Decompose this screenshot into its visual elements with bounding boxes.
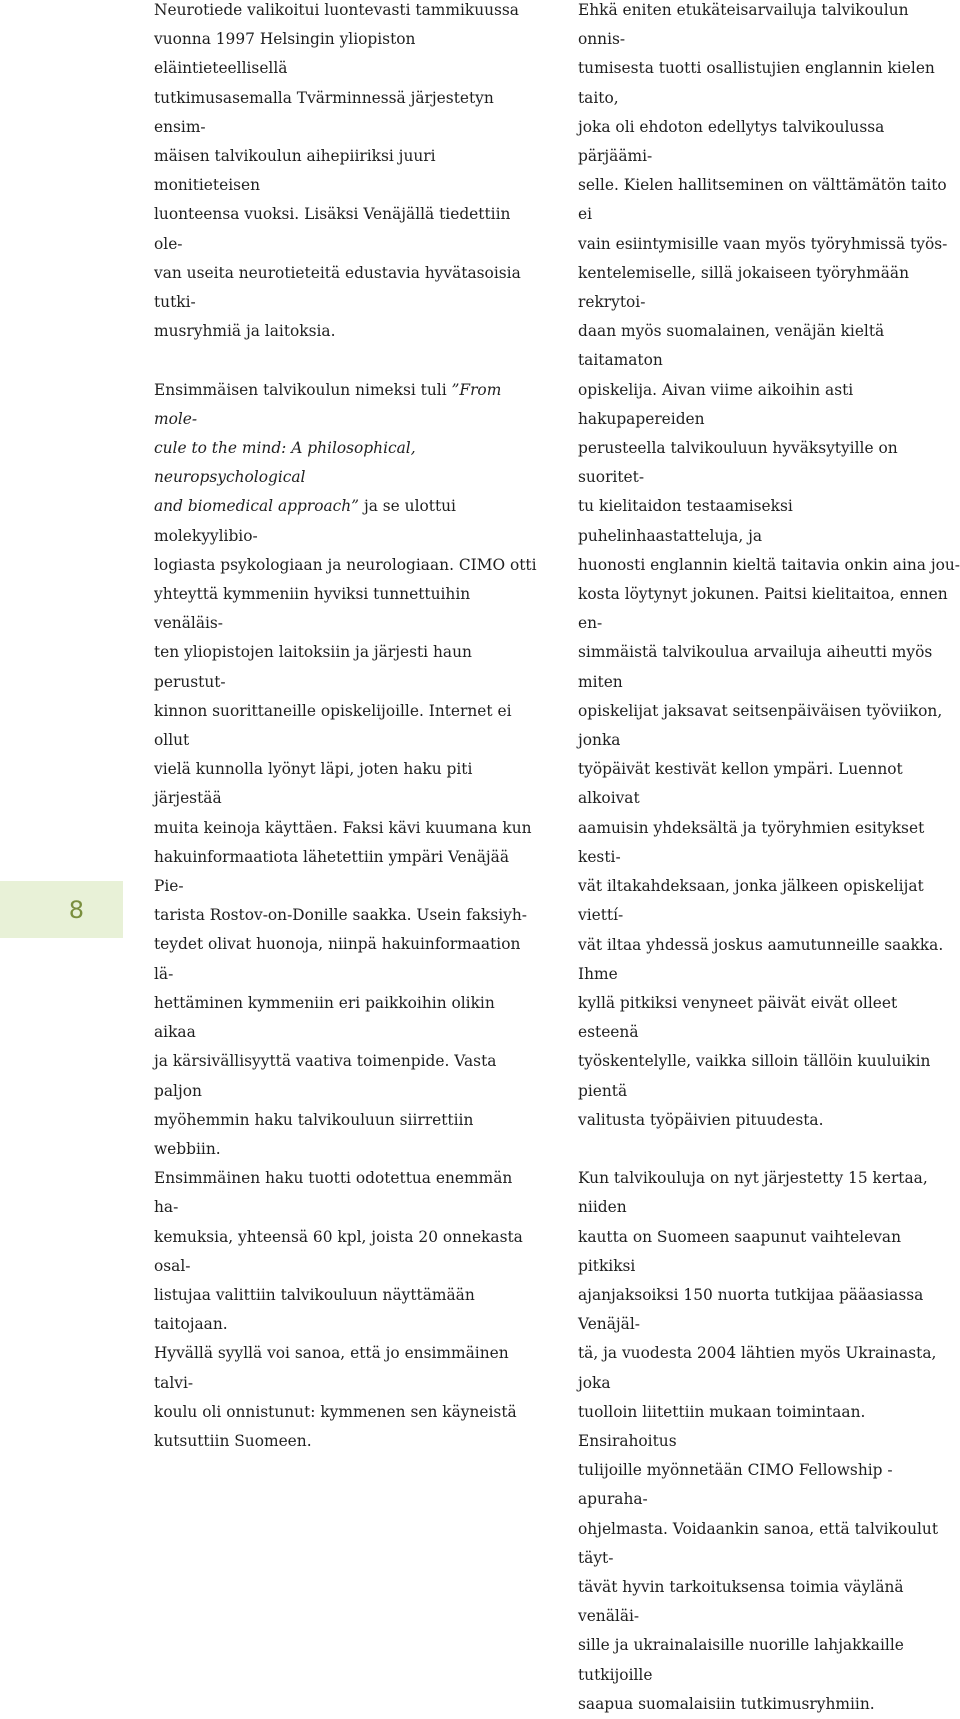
line: Hyvällä syyllä voi sanoa, että jo ensimmäinen talvi- (154, 1344, 509, 1392)
line (154, 434, 540, 492)
text-line: ohjelmasta. Voidaankin sanoa, että talvikoulut täyt- (578, 1519, 939, 1567)
text-line: kautta on Suomeen saapunut vaihtelevan pitkiksi (578, 1227, 901, 1275)
line: teydet olivat huonoja, niinpä hakuinformaation lä- (154, 935, 521, 983)
text-line: ajanjaksoiksi 150 nuorta tutkijaa pääasiassa Venäjäl- (578, 1285, 924, 1334)
page-number: 8 (68, 895, 84, 924)
text-line: tutkimusasemalla Tvärminnessä järjestetyn ensim- (154, 88, 494, 136)
text-line: sille ja ukrainalaisille nuorille lahjakkaille tutkijoille (578, 1636, 904, 1684)
line: vielä kunnolla lyönyt läpi, joten haku piti järjestää (154, 760, 473, 808)
paragraph-intro (154, 0, 540, 346)
line: hakuinformaatiota lähetettiin ympäri Venäjää Pie- (154, 847, 509, 896)
text-line: Kun talvikouluja on nyt järjestetty 15 kertaa, niiden (578, 1169, 928, 1217)
text-line: opiskelijat jaksavat seitsenpäiväisen työviikon, jonka (578, 701, 943, 750)
text-line: Neurotiede valikoitui luontevasti tammikuussa (154, 1, 519, 19)
left-column (154, 0, 540, 1456)
text-line: selle. Kielen hallitseminen on välttämätön taito ei (578, 176, 947, 224)
line: kinnon suorittaneille opiskelijoille. Internet ei ollut (154, 701, 512, 750)
text-line: daan myös suomalainen, venäjän kieltä taitamaton (578, 322, 885, 370)
text-line: tuolloin liitettiin mukaan toimintaan. Ensirahoitus (578, 1402, 866, 1450)
line: Ensimmäinen haku tuotti odotettua enemmän ha- (154, 1169, 513, 1217)
text-line: tä, ja vuodesta 2004 lähtien myös Ukrainasta, joka (578, 1344, 937, 1392)
line: ten yliopistojen laitoksiin ja järjesti haun perustut- (154, 643, 472, 691)
text-line: van useita neurotieteitä edustavia hyvätasoisia tutki- (154, 263, 521, 312)
text-line: luonteensa vuoksi. Lisäksi Venäjällä tiedettiin ole- (154, 205, 511, 253)
line: kutsuttiin Suomeen. (154, 1431, 312, 1450)
paragraph-gap (578, 1135, 960, 1164)
text-line: joka oli ehdoton edellytys talvikoulussa pärjäämi- (578, 117, 885, 166)
text-line: työpäivät kestivät kellon ympäri. Luennot alkoivat (578, 760, 903, 808)
line: listujaa valittiin talvikouluun näyttämään taitojaan. (154, 1285, 475, 1334)
text-line: simmäistä talvikoulua arvailuja aiheutti myös miten (578, 643, 933, 691)
text-line: vät iltakahdeksaan, jonka jälkeen opiskelijat viettí- (578, 877, 924, 925)
text-line: kosta löytynyt jokunen. Paitsi kielitaitoa, ennen en- (578, 585, 948, 633)
text-line: vain esiintymisille vaan myös työryhmissä työs- (578, 234, 948, 253)
text-line: huonosti englannin kieltä taitavia onkin aina jou- (578, 555, 960, 574)
paragraph-first-winter-school (154, 376, 540, 1457)
line: and biomedical approach” ja se ulottui molekyylibio- (154, 497, 456, 545)
text-line: musryhmiä ja laitoksia. (154, 322, 336, 341)
title-italic-2: cule to the mind: A philosophical, neuropsychological (154, 439, 416, 487)
text-line: opiskelija. Aivan viime aikoihin asti hakupapereiden (578, 380, 854, 428)
text-line: mäisen talvikoulun aihepiiriksi juuri monitieteisen (154, 147, 436, 195)
text-line: tumisesta tuotti osallistujien englannin kielen taito, (578, 59, 935, 107)
text-line: kyllä pitkiksi venyneet päivät eivät olleet esteenä (578, 993, 898, 1042)
text-line: vuonna 1997 Helsingin yliopiston eläintieteellisellä (154, 30, 416, 78)
text-line: vät iltaa yhdessä joskus aamutunneille saakka. Ihme (578, 935, 944, 983)
text-line: perusteella talvikouluun hyväksytyille on suoritet- (578, 439, 898, 487)
line: logiasta psykologiaan ja neurologiaan. CIMO otti (154, 555, 537, 574)
title-italic-3: and biomedical approach” (154, 497, 360, 516)
line: hettäminen kymmeniin eri paikkoihin olikin aikaa (154, 993, 495, 1042)
text-line: aamuisin yhdeksältä ja työryhmien esitykset kesti- (578, 818, 925, 866)
line: koulu oli onnistunut: kymmenen sen käyneistä (154, 1402, 517, 1421)
text-line: työskentelylle, vaikka silloin tällöin kuuluikin pientä (578, 1052, 931, 1100)
text-line: tulijoille myönnetään CIMO Fellowship -apuraha- (578, 1461, 893, 1509)
line: muita keinoja käyttäen. Faksi kävi kuumana kun (154, 818, 532, 837)
paragraph-language-skills (578, 0, 960, 1135)
right-column (578, 0, 960, 1719)
text-line: kentelemiselle, sillä jokaiseen työryhmään rekrytoi- (578, 263, 910, 312)
title-italic-1: ”From mole- (154, 380, 502, 428)
text-line: tu kielitaidon testaamiseksi puhelinhaastatteluja, ja (578, 497, 793, 545)
paragraph-results (578, 1164, 960, 1719)
line: Ensimmäisen talvikoulun nimeksi tuli ”From mole- (154, 380, 502, 428)
text-line: valitusta työpäivien pituudesta. (578, 1110, 824, 1129)
text-line: Ehkä eniten etukäteisarvailuja talvikoulun onnis- (578, 1, 909, 49)
text-line: saapua suomalaisiin tutkimusryhmiin. (578, 1694, 875, 1713)
line: ja kärsivällisyyttä vaativa toimenpide. Vasta paljon (154, 1052, 497, 1100)
line: myöhemmin haku talvikouluun siirrettiin webbiin. (154, 1110, 474, 1158)
text-line: tävät hyvin tarkoituksensa toimia väylänä venäläi- (578, 1577, 904, 1626)
paragraph-gap (154, 346, 540, 375)
line: yhteyttä kymmeniin hyviksi tunnettuihin venäläis- (154, 585, 471, 633)
line: kemuksia, yhteensä 60 kpl, joista 20 onnekasta osal- (154, 1227, 523, 1275)
line: tarista Rostov-on-Donille saakka. Usein faksiyh- (154, 906, 527, 925)
